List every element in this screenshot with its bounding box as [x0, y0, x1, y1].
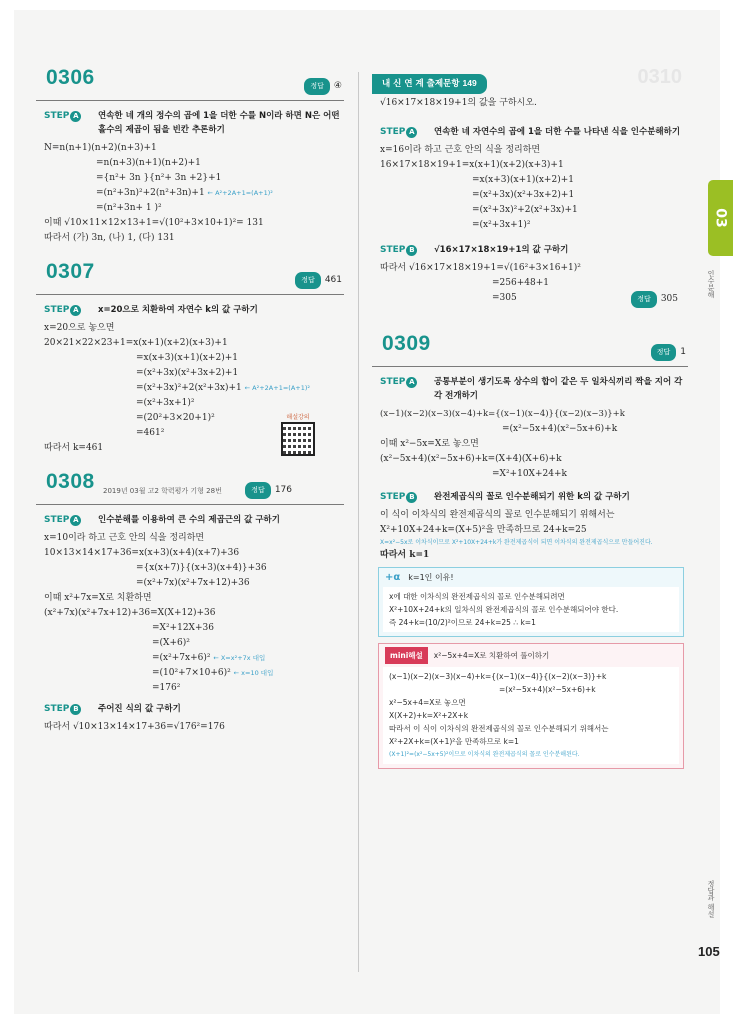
math-expr: =(10²+7×10+6)²	[152, 668, 231, 678]
footer-title: 정답과 해설	[707, 880, 715, 918]
math-line: =256+48+1	[492, 278, 549, 288]
tip-body	[383, 587, 679, 632]
step-label	[380, 490, 417, 504]
note-text: x=10 대입	[241, 669, 274, 677]
step-badge: B	[70, 704, 81, 715]
step-text: STEP	[380, 377, 406, 387]
problem-0308-header	[36, 470, 344, 505]
math-line: =x(x+3)(x+1)(x+2)+1	[136, 353, 238, 363]
mini-body	[383, 667, 679, 764]
math-line: ={n²+ 3n }{n²+ 3n +2}+1	[96, 173, 222, 183]
answer	[651, 344, 686, 361]
answer-value: 176	[274, 485, 292, 495]
step-a	[44, 109, 344, 137]
answer-tag: 정답	[631, 291, 657, 308]
page-number: 105	[698, 944, 720, 959]
math-line: =(x²+3x+1)²	[472, 220, 531, 230]
step-text: STEP	[44, 111, 70, 121]
step-title: x=20으로 치환하여 자연수 k의 값 구하기	[98, 305, 258, 315]
answer-tag: 정답	[651, 344, 677, 361]
step-title: 인수분해를 이용하여 큰 수의 제곱근의 값 구하기	[98, 515, 280, 525]
answer-value: 305	[660, 294, 678, 304]
column-divider	[358, 72, 359, 972]
step-text: STEP	[380, 127, 406, 137]
math-line: =(20²+3×20+1)²	[136, 413, 215, 423]
problem-source: 2019년 03월 고2 학력평가 기형 28번	[103, 487, 222, 495]
left-column	[36, 66, 344, 735]
banner-text: 내 신 연 계 출제문항	[382, 79, 460, 89]
math-line: =(x²+3x+1)²	[136, 398, 195, 408]
mini-line: (x−1)(x−2)(x−3)(x−4)+k={(x−1)(x−4)}{(x−2)(x−3)}+k	[389, 672, 607, 681]
step-b	[380, 243, 688, 257]
conclusion: 따라서 k=1	[380, 550, 430, 560]
math-line: =(X+6)²	[152, 638, 190, 648]
mini-title: x²−5x+4=X로 치환하여 풀이하기	[433, 651, 550, 660]
math-line: =461²	[136, 428, 165, 438]
math-expr: =(n²+3n)²+2(n²+3n)+1	[96, 188, 205, 198]
math-line: X²+10X+24+k=(X+5)²을 만족하므로 24+k=25	[380, 525, 587, 535]
math-line	[36, 666, 344, 681]
tip-title: k=1인 이유!	[408, 573, 454, 582]
related-problem-banner	[372, 66, 688, 90]
step-text: STEP	[380, 492, 406, 502]
math-line: x=20으로 놓으면	[44, 323, 115, 333]
tip-box	[378, 567, 684, 637]
math-line: 10×13×14×17+36=x(x+3)(x+4)(x+7)+36	[44, 548, 240, 558]
mini-line: 따라서 이 식이 이차식의 완전제곱식의 꼴로 인수분해되기 위해서는	[389, 724, 609, 733]
step-label	[44, 513, 81, 527]
math-expr: =(x²+3x)²+2(x²+3x)+1	[136, 383, 242, 393]
mini-solution-box	[378, 643, 684, 769]
math-expr: =(x²+7x+6)²	[152, 653, 211, 663]
chapter-tab[interactable]	[708, 180, 733, 256]
math-line: 따라서 √10×13×14×17+36=√176²=176	[44, 722, 225, 732]
step-b	[380, 490, 688, 504]
step-a	[380, 375, 688, 403]
math-line: 이 식이 이차식의 완전제곱식의 꼴로 인수분해되기 위해서는	[380, 510, 615, 520]
math-line: 이때 x²−5x=X로 놓으면	[380, 439, 479, 449]
step-badge: A	[70, 515, 81, 526]
side-note: ← A²+2A+1=(A+1)²	[207, 189, 273, 197]
chapter-title: 인수분해	[707, 270, 715, 298]
math-line: =x(x+3)(x+1)(x+2)+1	[472, 175, 574, 185]
math-line: =176²	[152, 683, 181, 693]
answer-tag: 정답	[304, 78, 330, 95]
step-title: 완전제곱식의 꼴로 인수분해되기 위한 k의 값 구하기	[434, 492, 630, 502]
problem-number: 0308	[46, 470, 95, 493]
step-badge: B	[406, 492, 417, 503]
math-line: 따라서 (가) 3n, (나) 1, (다) 131	[44, 233, 175, 243]
step-badge: A	[406, 377, 417, 388]
math-line: =(x²+3x)(x²+3x+2)+1	[472, 190, 575, 200]
tip-line: 즉 24+k=(10/2)²이므로 24+k=25 ∴ k=1	[389, 618, 536, 627]
chapter-number: 03	[712, 208, 729, 228]
math-line: 따라서 √16×17×18×19+1=√(16²+3×16+1)²	[380, 263, 581, 273]
note-text: A²+2A+1=(A+1)²	[215, 189, 273, 197]
math-line: (x²−5x+4)(x²−5x+6)+k=(X+4)(X+6)+k	[380, 454, 562, 464]
math-line: =(x²+3x)²+2(x²+3x)+1	[472, 205, 578, 215]
step-label	[44, 303, 81, 317]
mini-line: x²−5x+4=X로 놓으면	[389, 698, 466, 707]
math-line: 20×21×22×23+1=x(x+1)(x+2)(x+3)+1	[44, 338, 228, 348]
math-line	[36, 186, 344, 201]
math-line: =n(n+3)(n+1)(n+2)+1	[96, 158, 201, 168]
math-line: =X²+10X+24+k	[492, 469, 567, 479]
math-line: x=16이라 하고 근호 안의 식을 정리하면	[380, 145, 541, 155]
step-label	[380, 375, 417, 389]
qr-caption: 해설강의	[286, 414, 310, 421]
math-line: 16×17×18×19+1=x(x+1)(x+2)(x+3)+1	[380, 160, 564, 170]
step-title: 공통부분이 생기도록 상수의 합이 같은 두 일차식끼리 짝을 지어 각각 전개하기	[434, 377, 683, 401]
step-text: STEP	[44, 704, 70, 714]
math-line: =(n²+3n+ 1 )²	[96, 203, 162, 213]
answer	[295, 272, 342, 289]
step-a	[44, 513, 344, 527]
answer-value: 1	[680, 347, 686, 357]
question-line: √16×17×18×19+1의 값을 구하시오.	[380, 98, 537, 108]
step-text: STEP	[44, 305, 70, 315]
step-b	[44, 702, 344, 716]
step-title: 연속한 네 자연수의 곱에 1을 더한 수를 나타낸 식을 인수분해하기	[434, 127, 681, 137]
qr-code-icon[interactable]	[281, 422, 315, 456]
plus-alpha-icon: +α	[385, 572, 401, 583]
answer-value: ④	[333, 81, 342, 91]
math-line: x=10이라 하고 근호 안의 식을 정리하면	[44, 533, 205, 543]
problem-0306-header	[36, 66, 344, 101]
mini-header	[379, 644, 683, 667]
step-a	[380, 125, 688, 139]
mini-line: X(X+2)+k=X²+2X+k	[389, 711, 469, 720]
mini-note: (X+1)²=(x²−5x+5)²이므로 이차식의 완전제곱식의 꼴로 인수분해된다.	[389, 751, 580, 758]
math-line: =(x²+3x)(x²+3x+2)+1	[136, 368, 239, 378]
step-badge: A	[70, 305, 81, 316]
math-line: =X²+12X+36	[152, 623, 214, 633]
math-line: 이때 x²+7x=X로 치환하면	[44, 593, 152, 603]
problem-number: 0306	[46, 66, 95, 89]
step-label	[44, 702, 81, 716]
math-line: (x²+7x)(x²+7x+12)+36=X(X+12)+36	[44, 608, 216, 618]
step-badge: A	[406, 127, 417, 138]
qr-lecture-box[interactable]	[278, 412, 318, 457]
math-line	[372, 291, 688, 306]
math-line: N=n(n+1)(n+2)(n+3)+1	[44, 143, 157, 153]
tip-header	[379, 568, 683, 587]
answer	[245, 482, 292, 499]
math-line: =(x²−5x+4)(x²−5x+6)+k	[502, 424, 618, 434]
answer	[304, 78, 342, 95]
note-text: A²+2A+1=(A+1)²	[252, 384, 310, 392]
math-line: =(x²+7x)(x²+7x+12)+36	[136, 578, 250, 588]
step-a	[44, 303, 344, 317]
right-column	[372, 66, 688, 773]
step-label	[380, 125, 417, 139]
math-line: 따라서 k=461	[44, 443, 104, 453]
math-line: (x−1)(x−2)(x−3)(x−4)+k={(x−1)(x−4)}{(x−2)(x−3)}+k	[380, 409, 625, 419]
step-text: STEP	[44, 515, 70, 525]
step-label	[44, 109, 81, 123]
step-title: 연속한 네 개의 정수의 곱에 1을 더한 수를 N이라 하면 N은 어떤 홀수의 제곱이 됨을 빈칸 추론하기	[98, 111, 340, 135]
mini-line: =(x²−5x+4)(x²−5x+6)+k	[499, 685, 596, 694]
answer-value: 461	[324, 275, 342, 285]
tip-line: x에 대한 이차식의 완전제곱식의 꼴로 인수분해되려면	[389, 592, 565, 601]
math-line	[36, 651, 344, 666]
math-line: 이때 √10×11×12×13+1=√(10²+3×10+1)²= 131	[44, 218, 264, 228]
banner-number: 149	[462, 78, 477, 88]
step-title: 주어진 식의 값 구하기	[98, 704, 181, 714]
mini-tag: mini해설	[385, 647, 428, 664]
math-expr: =305	[492, 293, 517, 303]
side-note: ← X=x²+7x 대입	[213, 654, 266, 662]
math-line: ={x(x+7)}{(x+3)(x+4)}+36	[136, 563, 267, 573]
step-label	[380, 243, 417, 257]
note-text: X=x²+7x 대입	[220, 654, 266, 662]
tip-line: X²+10X+24+k의 일차식의 완전제곱식의 꼴로 인수분해되어야 한다.	[389, 605, 619, 614]
banner-label	[372, 74, 487, 94]
mini-line: X²+2X+k=(X+1)²을 만족하므로 k=1	[389, 737, 519, 746]
side-note: ← A²+2A+1=(A+1)²	[244, 384, 310, 392]
faint-problem-number: 0310	[637, 66, 682, 88]
problem-number: 0307	[46, 260, 95, 283]
step-badge: B	[406, 245, 417, 256]
answer	[631, 291, 678, 308]
side-note: ← x=10 대입	[233, 669, 274, 677]
problem-number: 0309	[382, 332, 431, 355]
answer-tag: 정답	[245, 482, 271, 499]
math-line	[36, 381, 344, 396]
problem-0307-header	[36, 260, 344, 295]
problem-0309-header	[372, 332, 688, 367]
step-text: STEP	[380, 245, 406, 255]
side-note: X=x²−5x로 이차식이므로 X²+10X+24+k가 완전제곱식이 되면 이차식의 완전제곱식으로 만들어진다.	[380, 539, 653, 546]
step-badge: A	[70, 111, 81, 122]
step-title: √16×17×18×19+1의 값 구하기	[434, 245, 569, 255]
answer-tag: 정답	[295, 272, 321, 289]
